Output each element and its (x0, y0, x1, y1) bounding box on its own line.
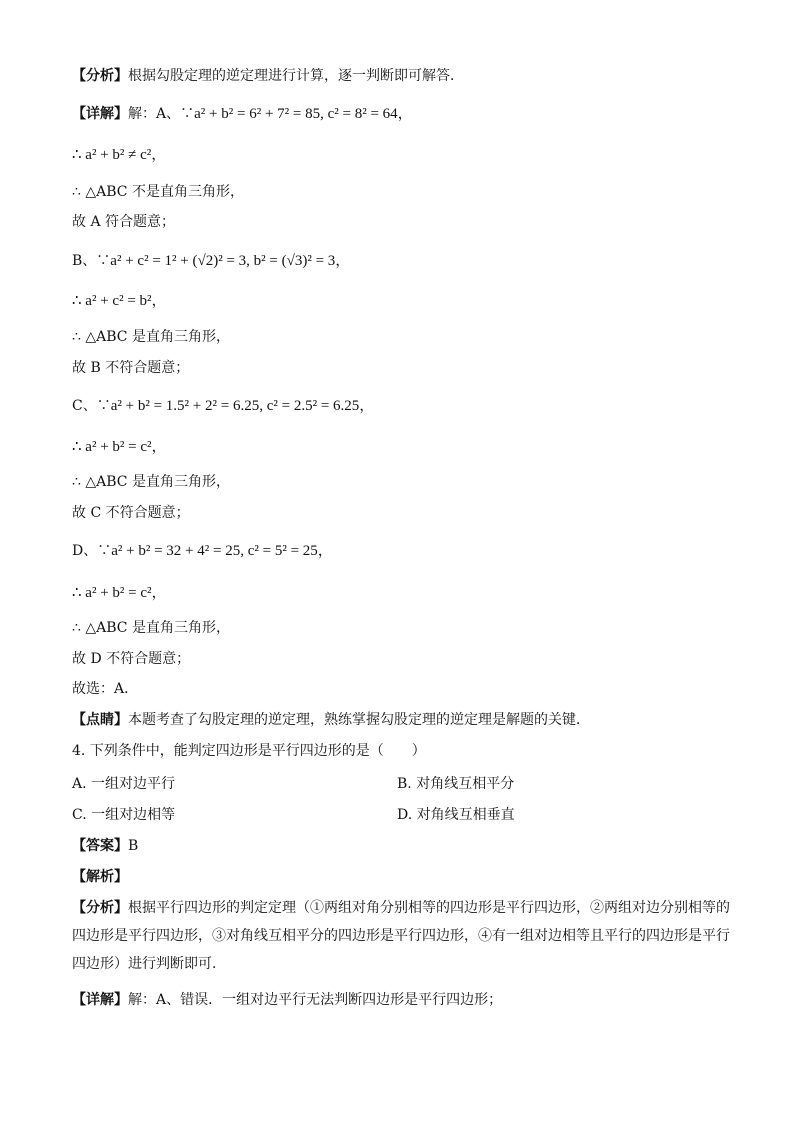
c-line-4: 故 C 不符合题意； (72, 505, 190, 521)
b-line-1 (72, 251, 732, 271)
detail-4-tag: 【详解】 (72, 992, 128, 1008)
option-a: A. 一组对边平行 (72, 776, 176, 792)
d-line-2: ∴ a² + b² = c²， (72, 585, 167, 601)
option-b: B. 对角线互相平分 (397, 776, 515, 792)
choose-line: 故选：A． (72, 681, 139, 697)
c-prefix: C、∵ (72, 398, 111, 414)
detail-4-text: 解：A、错误．一组对边平行无法判断四边形是平行四边形； (128, 992, 503, 1008)
question-4-stem: 4. 下列条件中，能判定四边形是平行四边形的是（ ） (72, 743, 426, 759)
parse-line (72, 867, 732, 887)
answer-tag: 【答案】 (72, 838, 128, 854)
d-prefix: D、∵ (72, 543, 112, 559)
d-line-4: 故 D 不符合题意； (72, 651, 191, 667)
analysis-text: 根据勾股定理的逆定理进行计算，逐一判断即可解答． (128, 68, 464, 84)
detail-a-line-1 (72, 104, 732, 124)
analysis-tag: 【分析】 (72, 68, 128, 84)
c-line-1 (72, 396, 732, 416)
c-math: a² + b² = 1.5² + 2² = 6.25, c² = 2.5² = 6.25， (110, 398, 375, 414)
parse-tag: 【解析】 (72, 869, 128, 885)
b-line-2: ∴ a² + c² = b²， (72, 293, 167, 309)
a-line-3: ∴ △ABC 不是直角三角形， (72, 184, 244, 200)
b-line-4: 故 B 不符合题意； (72, 360, 190, 376)
d-math: a² + b² = 32 + 4² = 25, c² = 5² = 25， (111, 543, 333, 559)
detail-prefix: 解：A、∵ (128, 106, 195, 122)
d-line-1 (72, 541, 732, 561)
analysis-4-paragraph (72, 894, 732, 978)
comment-text: 本题考查了勾股定理的逆定理，熟练掌握勾股定理的逆定理是解题的关键． (128, 712, 590, 728)
b-line-3: ∴ △ABC 是直角三角形， (72, 329, 230, 345)
c-line-2: ∴ a² + b² = c²， (72, 439, 167, 455)
c-line-3: ∴ △ABC 是直角三角形， (72, 474, 230, 490)
a-line-4: 故 A 符合题意； (72, 214, 176, 230)
analysis-4-text: 根据平行四边形的判定定理（①两组对角分别相等的四边形是平行四边形，②两组对边分别相等的四边形是平行四边形，③对角线互相平分的四边形是平行四边形，④有一组对边相等且平行的四边形是平行四边形）进行判断即可． (72, 900, 730, 972)
answer-line (72, 836, 732, 856)
comment-paragraph (72, 710, 732, 730)
d-line-3: ∴ △ABC 是直角三角形， (72, 620, 230, 636)
comment-tag: 【点睛】 (72, 712, 128, 728)
detail-math: a² + b² = 6² + 7² = 85, c² = 8² = 64， (194, 106, 413, 122)
option-c: C. 一组对边相等 (72, 807, 176, 823)
detail-4-paragraph (72, 990, 732, 1010)
answer-text: B (128, 838, 139, 854)
analysis-4-tag: 【分析】 (72, 900, 128, 916)
b-math: a² + c² = 1² + (√2)² = 3, b² = (√3)² = 3， (110, 253, 351, 269)
detail-tag: 【详解】 (72, 106, 128, 122)
analysis-paragraph (72, 66, 732, 86)
a-line-2: ∴ a² + b² ≠ c²， (72, 147, 167, 163)
option-d: D. 对角线互相垂直 (397, 807, 515, 823)
b-prefix: B、∵ (72, 253, 111, 269)
